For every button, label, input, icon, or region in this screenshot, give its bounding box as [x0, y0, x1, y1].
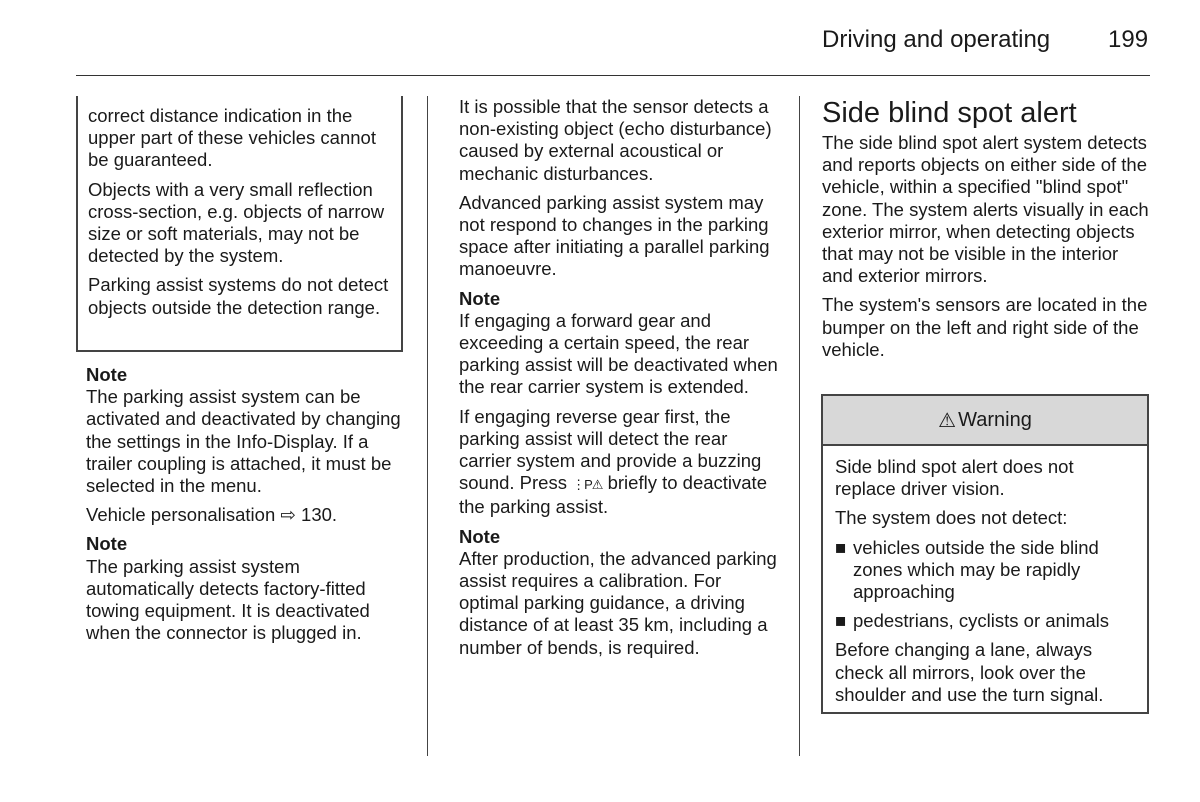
section-title: Side blind spot alert [822, 97, 1077, 129]
column-1-notes [86, 364, 404, 651]
note-title: Note [459, 287, 501, 309]
paragraph: It is possible that the sensor detects a non-existing object (echo disturbance) caused by external acoustical or mechanic disturbances. [459, 96, 772, 184]
column-2 [459, 96, 781, 666]
warning-paragraph: Before changing a lane, always check all mirrors, look over the shoulder and use the turn signal. [835, 639, 1104, 705]
box-paragraph: correct distance indication in the upper part of these vehicles cannot be guaranteed. [88, 105, 376, 171]
paragraph-text: briefly to deactivate the parking assist. [459, 472, 767, 518]
note-text: The parking assist system automatically detects factory-fitted towing equipment. It is deactivated when the connector is plugged in. [86, 555, 370, 644]
box-paragraph: Objects with a very small reflection cross-section, e.g. objects of narrow size or soft materials, may not be detected by the system. [88, 178, 385, 267]
parking-assist-button-icon: ⋮P⚠ [572, 477, 603, 493]
note-title: Note [86, 533, 128, 555]
xref-label: Vehicle personalisation [86, 504, 276, 526]
paragraph: The side blind spot alert system detects and reports objects on either side of the vehicle, within a specified "blind spot" zone. The system alerts visually in each exterior mirror, when detecting objects that may not be visible in the interior and exterior mirrors. [822, 132, 1149, 287]
note-text: The parking assist system can be activated and deactivated by changing the settings in the Info-Display. If a trailer coupling is attached, it must be selected in the menu. [86, 386, 401, 497]
note-title: Note [459, 525, 501, 547]
note-text: If engaging a forward gear and exceeding a certain speed, the rear parking assist will be deactivated when the rear carrier system is extended. [459, 309, 778, 398]
paragraph [459, 406, 781, 519]
bullet-icon: ■ [835, 610, 847, 632]
warning-title: Warning [958, 408, 1032, 431]
column-divider-2 [799, 96, 800, 756]
header-divider [76, 75, 1150, 76]
list-item-text: vehicles outside the side blind zones which may be rapidly approaching [853, 536, 1099, 603]
list-item-text: pedestrians, cyclists or animals [853, 610, 1110, 632]
note-title: Note [86, 364, 128, 385]
bullet-icon: ■ [835, 536, 847, 558]
box-paragraph: Parking assist systems do not detect objects outside the detection range. [88, 274, 389, 318]
warning-header [823, 396, 1147, 446]
paragraph: The system's sensors are located in the bumper on the left and right side of the vehicle. [822, 294, 1148, 360]
xref-page: 130. [301, 504, 338, 526]
column-divider-1 [427, 96, 428, 756]
note-text: After production, the advanced parking assist requires a calibration. For optimal parking guidance, a driving distance of at least 35 km, including a number of bends, is required. [459, 547, 777, 658]
cross-reference [86, 504, 404, 526]
column-1-box-text [88, 105, 394, 326]
warning-paragraph: The system does not detect: [835, 507, 1068, 529]
list-item [835, 537, 1135, 604]
list-item [835, 610, 1135, 632]
warning-box [821, 394, 1149, 714]
page-number: 199 [1108, 26, 1149, 53]
warning-list [835, 537, 1135, 633]
warning-body [823, 446, 1147, 706]
column-3 [822, 96, 1152, 368]
warning-triangle-icon: ⚠ [938, 409, 957, 432]
page-header-section: Driving and operating [822, 26, 1051, 53]
paragraph: Advanced parking assist system may not respond to changes in the parking space after initiating a parallel parking manoeuvre. [459, 191, 770, 280]
warning-paragraph: Side blind spot alert does not replace driver vision. [835, 456, 1074, 500]
paragraph-text: If engaging reverse gear first, the parking assist will detect the rear carrier system and provide a buzzing sound. Press [459, 405, 762, 494]
xref-arrow-icon: ⇨ [280, 504, 296, 526]
continued-box-left-rule [76, 96, 78, 352]
